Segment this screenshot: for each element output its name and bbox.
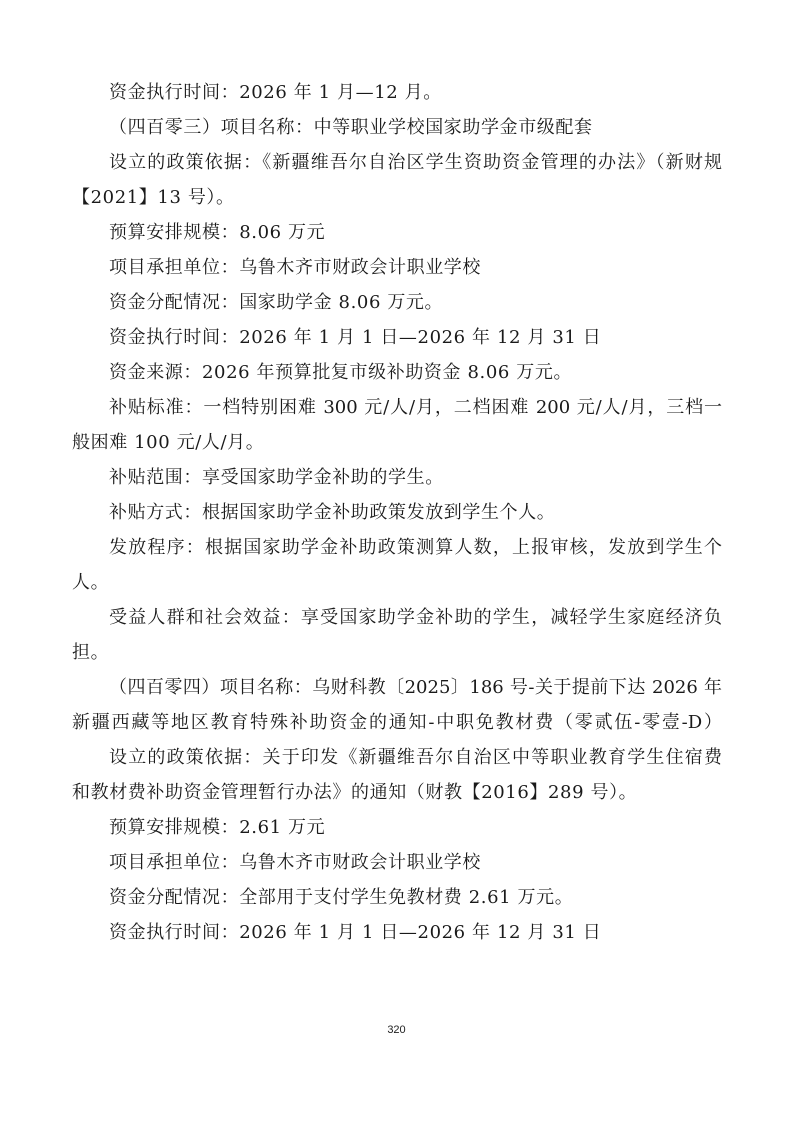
text-line-fund-allocation-1: 资金分配情况：国家助学金 8.06 万元。 <box>109 292 444 313</box>
text-line-execution-time-2: 资金执行时间：2026 年 1 月 1 日—2026 年 12 月 31 日 <box>109 327 602 348</box>
text-line-undertaking-unit-1: 项目承担单位：乌鲁木齐市财政会计职业学校 <box>109 257 481 278</box>
text-line-policy-basis-1-cont: 【2021】13 号）。 <box>72 187 235 208</box>
text-line-subsidy-standard: 补贴标准：一档特别困难 300 元/人/月，二档困难 200 元/人/月，三档一 <box>109 397 722 418</box>
text-line-distribution-procedure: 发放程序：根据国家助学金补助政策测算人数，上报审核，发放到学生个 <box>109 537 722 558</box>
text-line-fund-allocation-2: 资金分配情况：全部用于支付学生免教材费 2.61 万元。 <box>109 887 574 908</box>
text-line-distribution-procedure-cont: 人。 <box>72 572 110 593</box>
text-line-subsidy-standard-cont: 般困难 100 元/人/月。 <box>72 432 265 453</box>
text-line-project-404-title: （四百零四）项目名称：乌财科教〔2025〕186 号-关于提前下达 2026 年 <box>109 677 722 698</box>
text-line-beneficiaries-cont: 担。 <box>72 642 110 663</box>
text-line-project-404-title-cont: 新疆西藏等地区教育特殊补助资金的通知-中职免教材费（零贰伍-零壹-D） <box>72 712 722 733</box>
text-line-fund-source: 资金来源：2026 年预算批复市级补助资金 8.06 万元。 <box>109 362 573 383</box>
text-line-execution-time-1: 资金执行时间：2026 年 1 月—12 月。 <box>109 82 442 103</box>
text-line-budget-scale-1: 预算安排规模：8.06 万元 <box>109 222 326 243</box>
text-line-subsidy-method: 补贴方式：根据国家助学金补助政策发放到学生个人。 <box>109 502 556 523</box>
text-line-undertaking-unit-2: 项目承担单位：乌鲁木齐市财政会计职业学校 <box>109 852 481 873</box>
text-line-project-403-title: （四百零三）项目名称：中等职业学校国家助学金市级配套 <box>109 117 593 138</box>
text-line-policy-basis-2: 设立的政策依据：关于印发《新疆维吾尔自治区中等职业教育学生住宿费 <box>109 747 722 768</box>
text-line-budget-scale-2: 预算安排规模：2.61 万元 <box>109 817 326 838</box>
text-line-execution-time-3: 资金执行时间：2026 年 1 月 1 日—2026 年 12 月 31 日 <box>109 922 602 943</box>
page-number: 320 <box>387 1024 406 1036</box>
document-body <box>72 82 722 957</box>
text-line-subsidy-scope: 补贴范围：享受国家助学金补助的学生。 <box>109 467 444 488</box>
text-line-policy-basis-1: 设立的政策依据：《新疆维吾尔自治区学生资助资金管理的办法》（新财规 <box>109 152 722 173</box>
text-line-policy-basis-2-cont: 和教材费补助资金管理暂行办法》的通知（财教【2016】289 号）。 <box>72 782 638 803</box>
text-line-beneficiaries: 受益人群和社会效益：享受国家助学金补助的学生，减轻学生家庭经济负 <box>109 607 722 628</box>
